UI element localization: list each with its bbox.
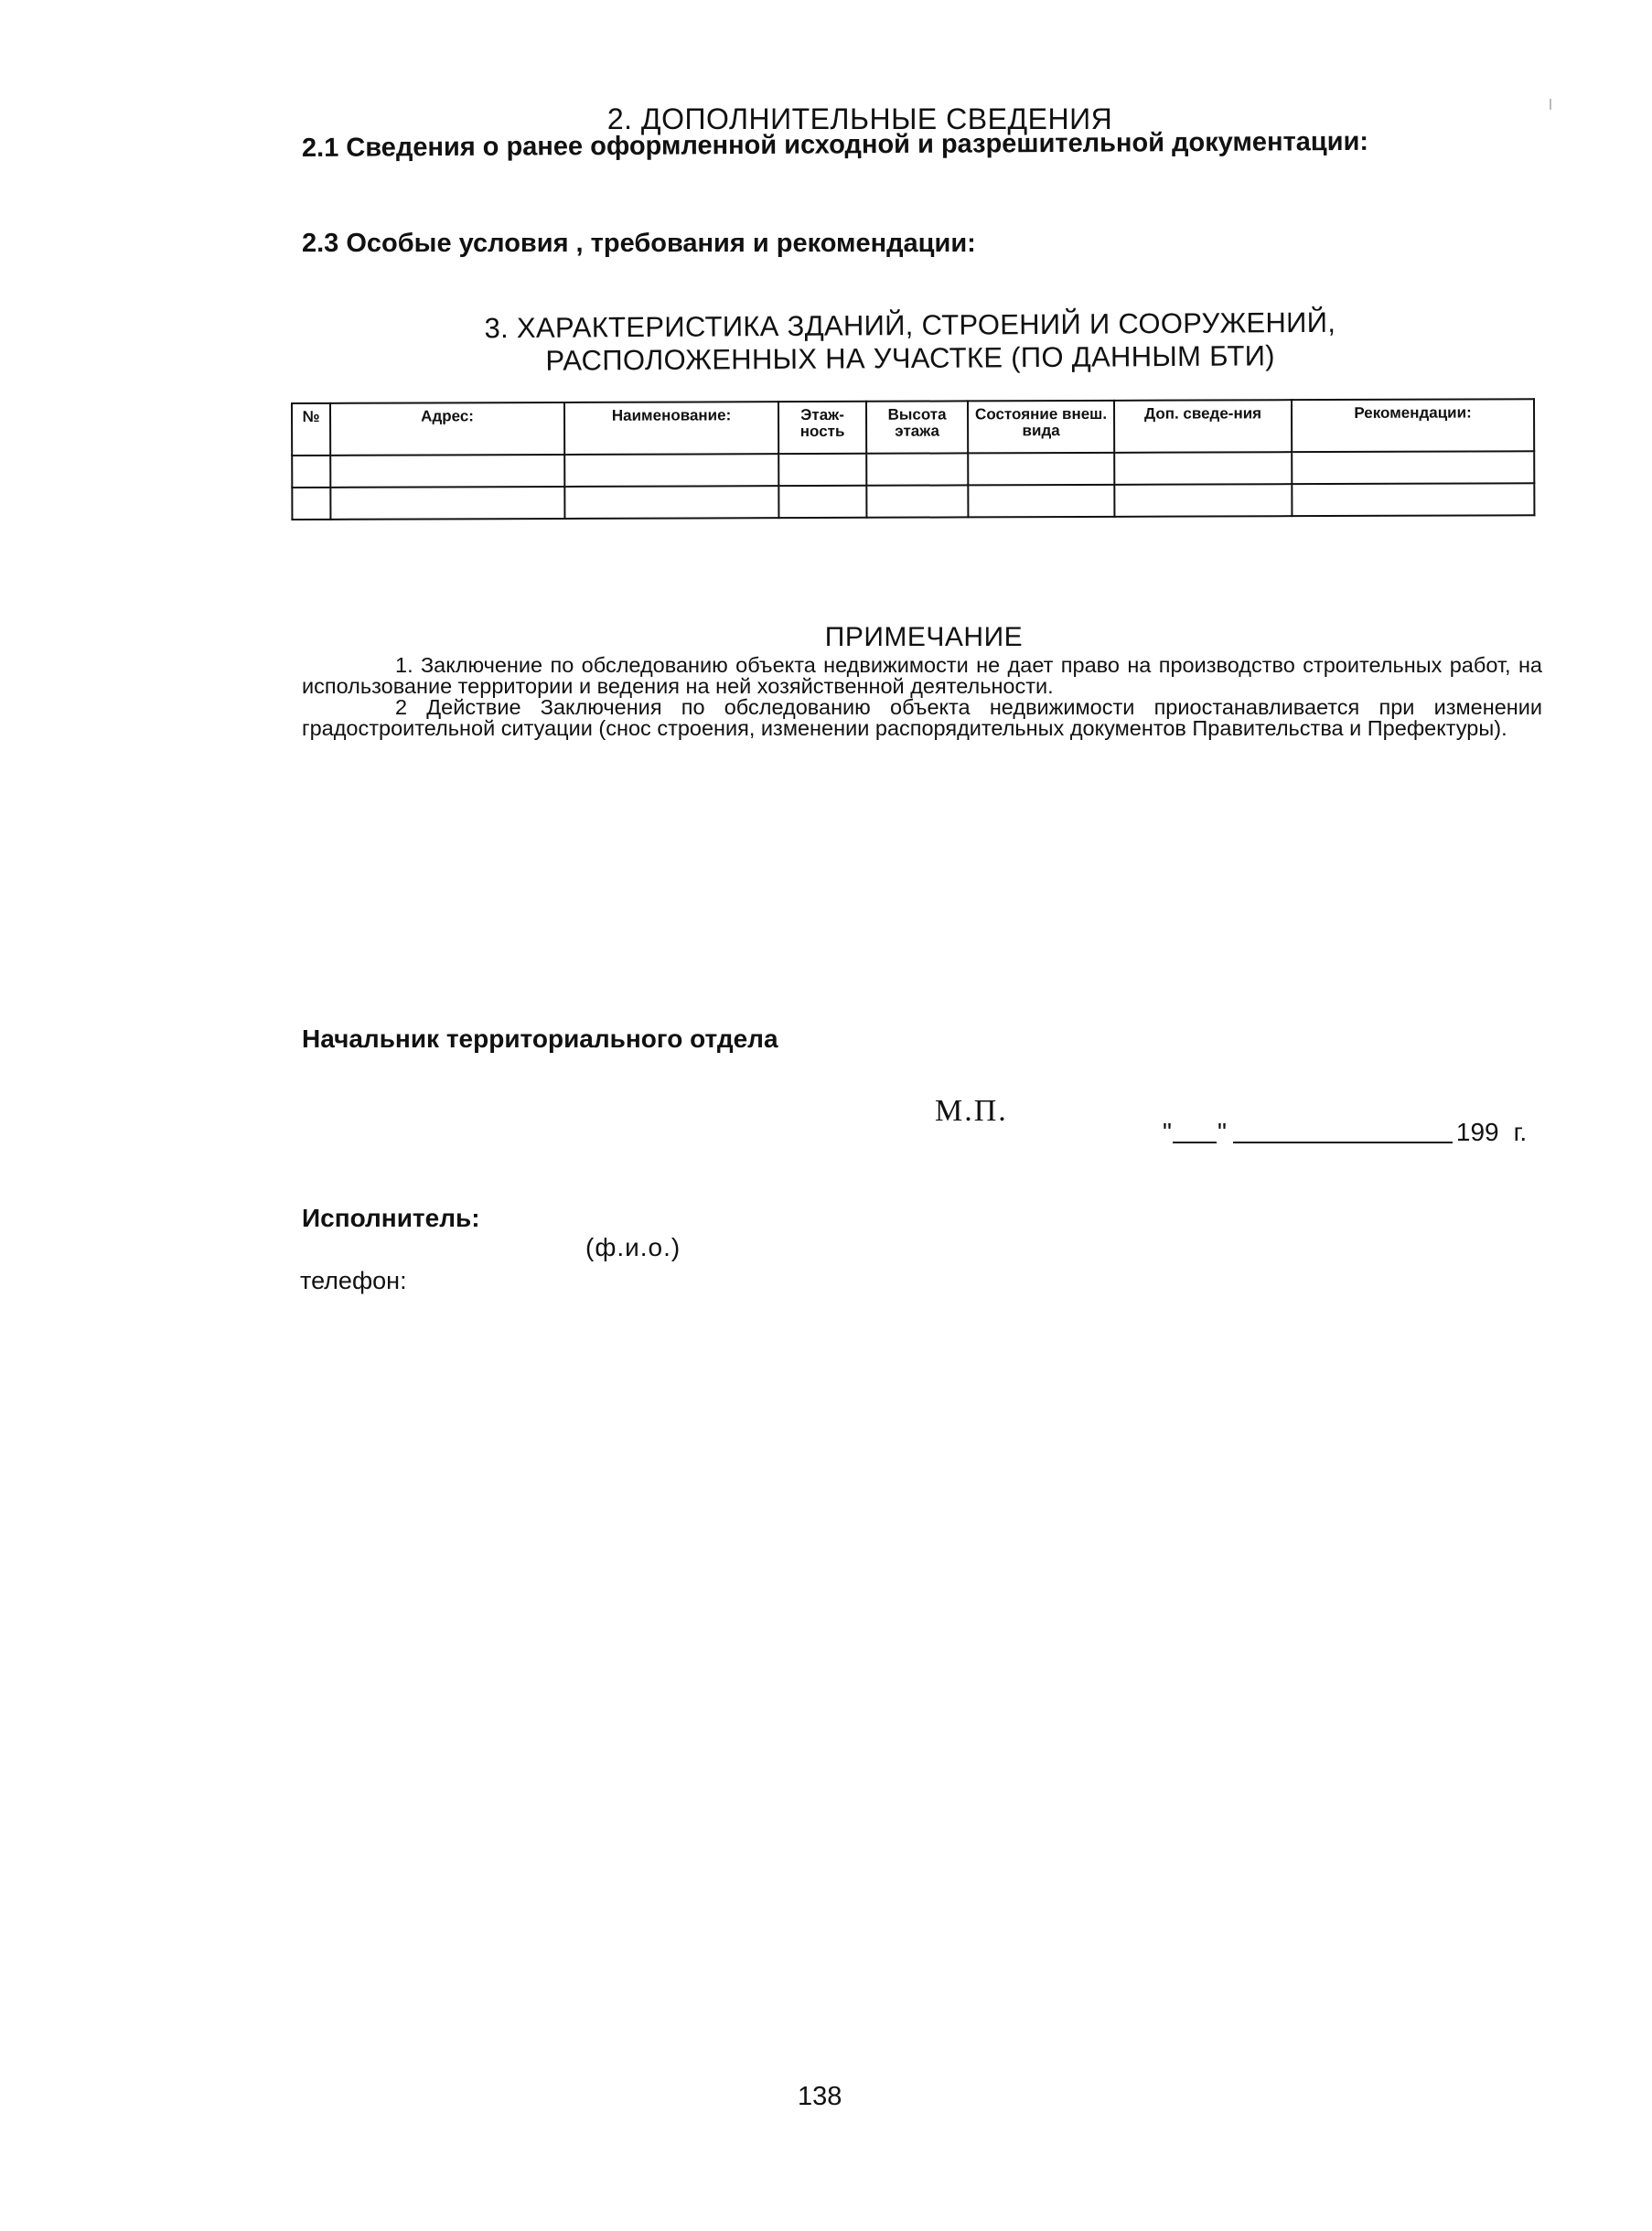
table-cell [564,454,778,487]
table-row [292,483,1534,520]
table-row [292,451,1534,488]
page-number: 138 [798,2082,842,2111]
table-cell [968,453,1114,486]
table-cell [330,487,564,520]
col-header-recommendations: Рекомендации: [1292,399,1534,452]
date-year-suffix: г. [1513,1118,1528,1146]
table-cell [1292,451,1534,484]
section-3-title-line2: РАСПОЛОЖЕННЫХ НА УЧАСТКЕ (ПО ДАННЫМ БТИ) [545,339,1275,377]
buildings-table [291,398,1535,520]
table-cell [866,453,968,485]
col-header-number: № [292,403,330,456]
section-2-1-heading: 2.1 Сведения о ранее оформленной исходной и разрешительной документации: [301,126,1369,163]
table-cell [778,454,866,486]
table-cell [564,486,778,519]
col-header-floor-height: Высота этажа [866,401,968,453]
date-quote-close: " [1217,1118,1227,1146]
table-cell [1114,452,1292,485]
table-cell [968,485,1114,518]
date-day-blank [1173,1142,1217,1143]
section-3-title-line1: 3. ХАРАКТЕРИСТИКА ЗДАНИЙ, СТРОЕНИЙ И СООРУЖЕНИЙ, [484,306,1336,345]
chief-label: Начальник территориального отдела [302,1024,778,1053]
table-header-row [292,399,1534,456]
date-year: 199 [1455,1118,1499,1146]
table-cell [866,485,968,517]
table-cell [292,456,330,488]
col-header-exterior-state: Состояние внеш. вида [968,401,1114,454]
note-item-2: 2 Действие Заключения по обследованию объекта недвижимости приостанавливается при изменении градостроительной ситуации (снос строения, изменении распорядительных документов Правительства и Префектуры). [302,695,1542,740]
table-cell [1114,484,1292,517]
table-cell [778,486,866,518]
date-month-blank [1233,1142,1453,1143]
col-header-name: Наименование: [564,402,778,455]
executor-label: Исполнитель: [302,1204,480,1232]
note-item-1: 1. Заключение по обследованию объекта недвижимости не дает право на производство строительных работ, на использование территории и ведения на ней хозяйственной деятельности. [302,653,1542,698]
col-header-floors: Этаж-ность [778,402,866,454]
date-quote-open: " [1163,1118,1172,1146]
table-cell [292,488,330,520]
section-2-title: 2. ДОПОЛНИТЕЛЬНЫЕ СВЕДЕНИЯ [606,102,1113,135]
table-cell [330,455,564,488]
section-2-3-heading: 2.3 Особые условия , требования и рекомендации: [302,229,976,258]
note-body [302,655,1542,739]
note-title: ПРИМЕЧАНИЕ [824,622,1024,652]
fio-caption: (ф.и.о.) [585,1233,681,1261]
section-3-title [384,306,1436,379]
phone-label: телефон: [300,1267,407,1294]
stamp-placeholder: М.П. [935,1094,1008,1128]
scan-speck [1550,99,1551,110]
col-header-extra-info: Доп. сведе-ния [1114,400,1292,453]
date-field [1162,1118,1527,1147]
table-cell [1292,483,1534,516]
col-header-address: Адрес: [330,402,564,456]
